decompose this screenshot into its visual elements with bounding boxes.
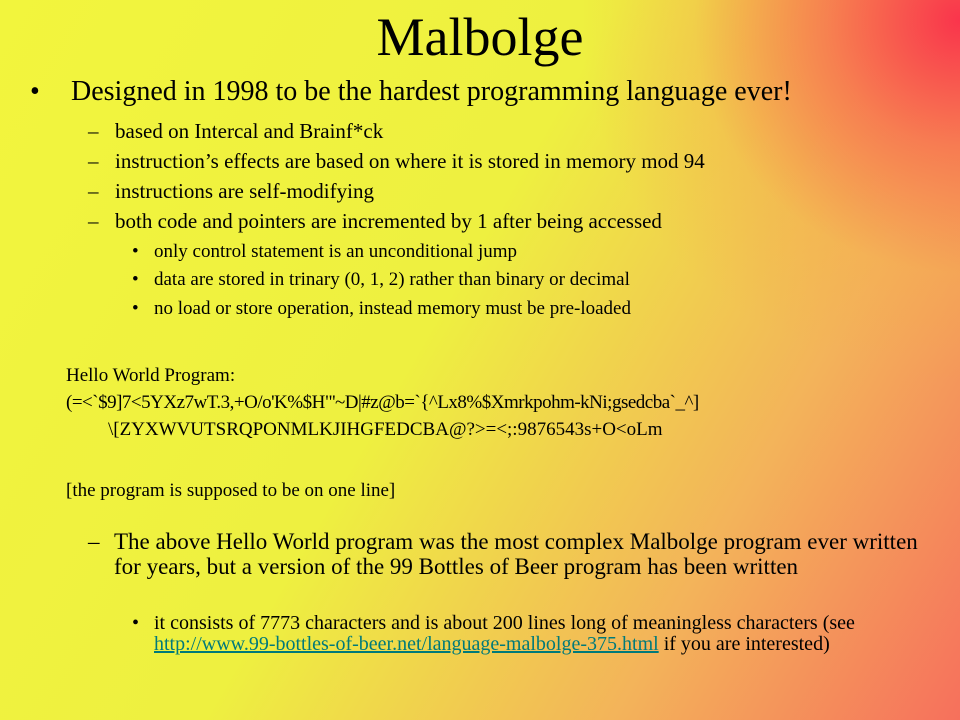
slide-title: Malbolge xyxy=(376,7,584,67)
sub-sub-item-text: only control statement is an unconditional jump xyxy=(154,241,518,262)
characters-text-before: it consists of 7773 characters and is about 200 lines long of meaningless characters (see xyxy=(154,612,855,634)
sub-sub-item-text: no load or store operation, instead memory must be pre-loaded xyxy=(154,298,631,319)
dash: – xyxy=(88,529,100,554)
code-line-2: \[ZYXWVUTSRQPONMLKJIHGFEDCBA@?>=<;:9876543s+O<oLm xyxy=(108,419,663,440)
sub-item-text: instructions are self-modifying xyxy=(115,179,374,203)
bullet-dot: • xyxy=(132,612,140,634)
sub-item-text: both code and pointers are incremented by 1 after being accessed xyxy=(115,209,662,233)
hello-world-label: Hello World Program: xyxy=(66,365,236,386)
one-line-note: [the program is supposed to be on one line] xyxy=(66,480,396,501)
dash: – xyxy=(88,209,99,233)
characters-bullet-text xyxy=(154,613,934,655)
bullet-dot: • xyxy=(132,241,139,262)
sub-item-text: instruction’s effects are based on where it is stored in memory mod 94 xyxy=(115,149,705,173)
bullet-dot: • xyxy=(30,76,40,107)
main-bullet-text: Designed in 1998 to be the hardest programming language ever! xyxy=(71,76,792,107)
sub-sub-item-text: data are stored in trinary (0, 1, 2) rather than binary or decimal xyxy=(154,269,630,290)
bullet-dot: • xyxy=(132,298,139,319)
characters-text-after: if you are interested) xyxy=(658,633,830,655)
code-line-1: (=<`$9]7<5YXz7wT.3,+O/o'K%$H"'~D|#z@b=`{^Lx8%$Xmrkpohm-kNi;gsedcba`_^] xyxy=(66,392,699,413)
dash: – xyxy=(88,119,99,143)
bottles-paragraph-text: The above Hello World program was the most complex Malbolge program ever written for years, but a version of the 99 Bottles of Beer program has been written xyxy=(114,529,918,579)
bottles-of-beer-link[interactable]: http://www.99-bottles-of-beer.net/language-malbolge-375.html xyxy=(154,633,659,655)
dash: – xyxy=(88,149,99,173)
sub-item-text: based on Intercal and Brainf*ck xyxy=(115,119,384,143)
bullet-dot: • xyxy=(132,269,139,290)
dash: – xyxy=(88,179,99,203)
